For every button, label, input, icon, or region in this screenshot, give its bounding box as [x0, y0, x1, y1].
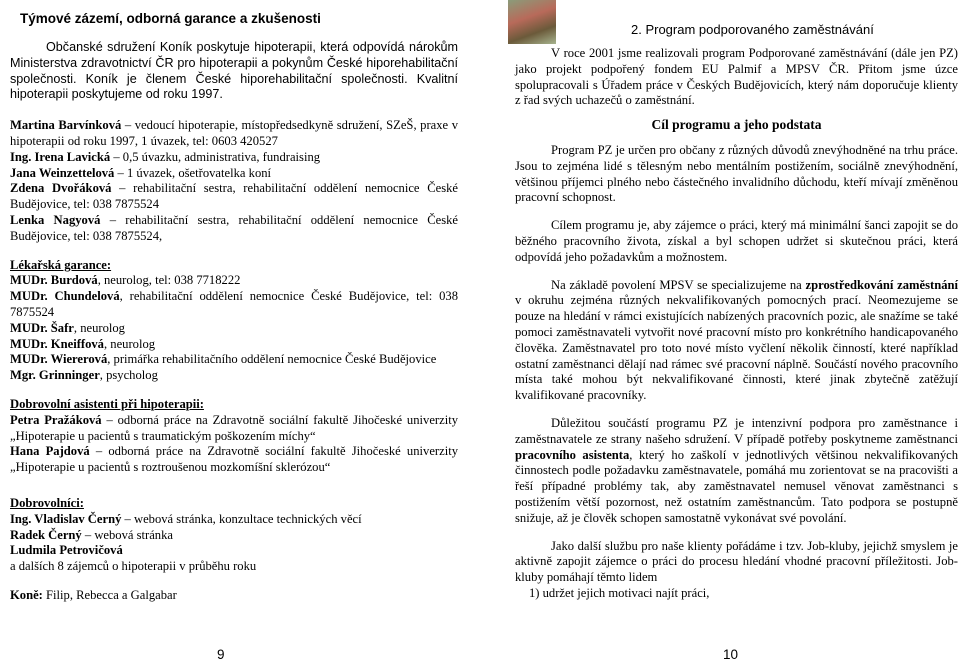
job-club-paragraph: Jako další službu pro naše klienty pořádáme i tzv. Job-kluby, jejichž smyslem je aktivně zapojit zájemce o práci do procesu hledání vhodné pracovní příležitosti. Job-kluby pomáhají těmto lidem — [515, 538, 958, 585]
medical-member: MUDr. Chundelová, rehabilitační oddělení nemocnice České Budějovice, tel: 038 7875524 — [10, 289, 458, 319]
goal-heading: Cíl programu a jeho podstata — [651, 117, 822, 133]
team-list — [10, 118, 458, 244]
medical-member: MUDr. Wiererová, primářka rehabilitačního oddělení nemocnice České Budějovice — [10, 352, 437, 367]
left-page — [0, 0, 470, 663]
team-member: Zdena Dvořáková – rehabilitační sestra, rehabilitační oddělení nemocnice České Budějovice, tel: 038 7875524 — [10, 181, 458, 212]
team-member: Ing. Irena Lavická – 0,5 úvazku, administrativa, fundraising — [10, 149, 321, 164]
support-paragraph: Důležitou součástí programu PZ je intenzivní podpora pro zaměstnance i zaměstnavatele ze strany našeho sdružení. V případě potřeby poskytneme zaměstnanci pracovního asistenta, který ho zaškolí v jednotlivých většinou nekvalifikovaných činnostech podle požadavku zaměstnavatele, pomáhá mu zorientovat se na pracovišti a řeší případné problémy tak, aby zaměstnavatel nemusel věnovat zaměstnanci s postižením větší pozornost, než ostatním zaměstnancům. Tato podpora se postupně snižuje, až je člověk schopen samostatně vykonávat své povolání. — [515, 415, 958, 525]
helpers-heading: Dobrovolníci: — [10, 495, 84, 510]
goal-paragraph: Cílem programu je, aby zájemce o práci, který má minimální šanci zapojit se do běžného pracovního života, získal a byl schopen udržet si skutečnou práci, která odpovídá jeho požadavkům a možnostem. — [515, 218, 958, 264]
page-number-left: 9 — [217, 647, 225, 663]
team-member: Jana Weinzettelová – 1 úvazek, ošetřovatelka koní — [10, 165, 272, 180]
medical-list — [10, 273, 458, 384]
volunteer-member: Petra Pražáková – odborná práce na Zdravotně sociální fakultě Jihočeské univerzity „Hipoterapie u pacientů s traumatickým poškozením míchy“ — [10, 412, 458, 443]
team-member: Martina Barvínková – vedoucí hipoterapie, místopředsedkyně sdružení, SZeŠ, praxe v hipoterapii od roku 1997, 1 úvazek, tel: 0603 420527 — [10, 118, 458, 148]
volunteer-member: Hana Pajdová – odborná práce na Zdravotně sociální fakultě Jihočeské univerzity „Hipoterapie u pacientů s roztroušenou mozkomíšní sklerózou“ — [10, 444, 458, 475]
team-title: Týmové zázemí, odborná garance a zkušenosti — [20, 11, 321, 26]
program-title: 2. Program podporovaného zaměstnávání — [631, 22, 874, 37]
helper-member: Radek Černý – webová stránka — [10, 527, 173, 542]
volunteers-heading: Dobrovolní asistenti při hipoterapii: — [10, 396, 204, 411]
right-page — [508, 0, 960, 663]
mediation-paragraph: Na základě povolení MPSV se specializujeme na zprostředkování zaměstnání v okruhu zejména různých nekvalifikovaných pomocných prací. Neomezujeme se pouze na hledání v rámci existujících nabízených pracovních pozic, ale snažíme se také pomoci zaměstnavateli vytvořit nové pracovní místo pro konkrétního handicapovaného člověka. Zaměstnavatel pro toto nové místo vyčlení několik činností, které například ostatní zaměstnanci dělají nad rámec své pracovní náplně. Součástí nového pracovního místa také mohou být nekvalifikované činnosti, které jinak zbytečně zatěžují kvalifikované pracovníky. — [515, 277, 958, 403]
page-number-right: 10 — [723, 647, 739, 663]
helpers-note: a dalších 8 zájemců o hipoterapii v průběhu roku — [10, 559, 257, 574]
program-intro-paragraph: V roce 2001 jsme realizovali program Podporované zaměstnávání (dále jen PZ) jako projekt podpořený fondem EU Palmif a MPSV ČR. Přitom jsme úzce spolupracovali s Úřadem práce v Českých Budějovicích, který nám doporučuje klienty z řad svých uchazečů o zaměstnání. — [515, 46, 958, 108]
team-member: Lenka Nagyová – rehabilitační sestra, rehabilitační oddělení nemocnice České Budějovice, tel: 038 7875524, — [10, 212, 458, 243]
helper-member: Ludmila Petrovičová — [10, 543, 123, 558]
helper-member: Ing. Vladislav Černý – webová stránka, konzultace technických věcí — [10, 511, 362, 526]
medical-member: MUDr. Šafr, neurolog — [10, 320, 125, 335]
target-group-paragraph: Program PZ je určen pro občany z různých důvodů znevýhodněné na trhu práce. Jsou to zejména lidé s tělesným nebo mentálním postižením, sociálně znevýhodnění, většinou příjemci plného nebo částečného invalidního důchodu, kteří mívají změněnou pracovní schopnost. — [515, 142, 958, 205]
helpers-list — [10, 512, 458, 559]
medical-member: MUDr. Kneiffová, neurolog — [10, 336, 156, 351]
volunteers-list — [10, 413, 458, 476]
medical-member: Mgr. Grinninger, psycholog — [10, 368, 158, 383]
intro-paragraph: Občanské sdružení Koník poskytuje hipoterapii, která odpovídá nárokům Ministerstva zdravotnictví ČR pro hipoterapii a pokynům České hiporehabilitační společnosti. Koník je členem České hiporehabilitační společnosti. Kvalitní hipoterapii poskytujeme od roku 1997. — [10, 40, 458, 102]
horses-line: Koně: Filip, Rebecca a Galgabar — [10, 587, 177, 602]
job-club-list-item: 1) udržet jejich motivaci najít práci, — [529, 585, 710, 600]
medical-member: MUDr. Burdová, neurolog, tel: 038 7718222 — [10, 273, 241, 288]
medical-heading: Lékařská garance: — [10, 257, 112, 272]
